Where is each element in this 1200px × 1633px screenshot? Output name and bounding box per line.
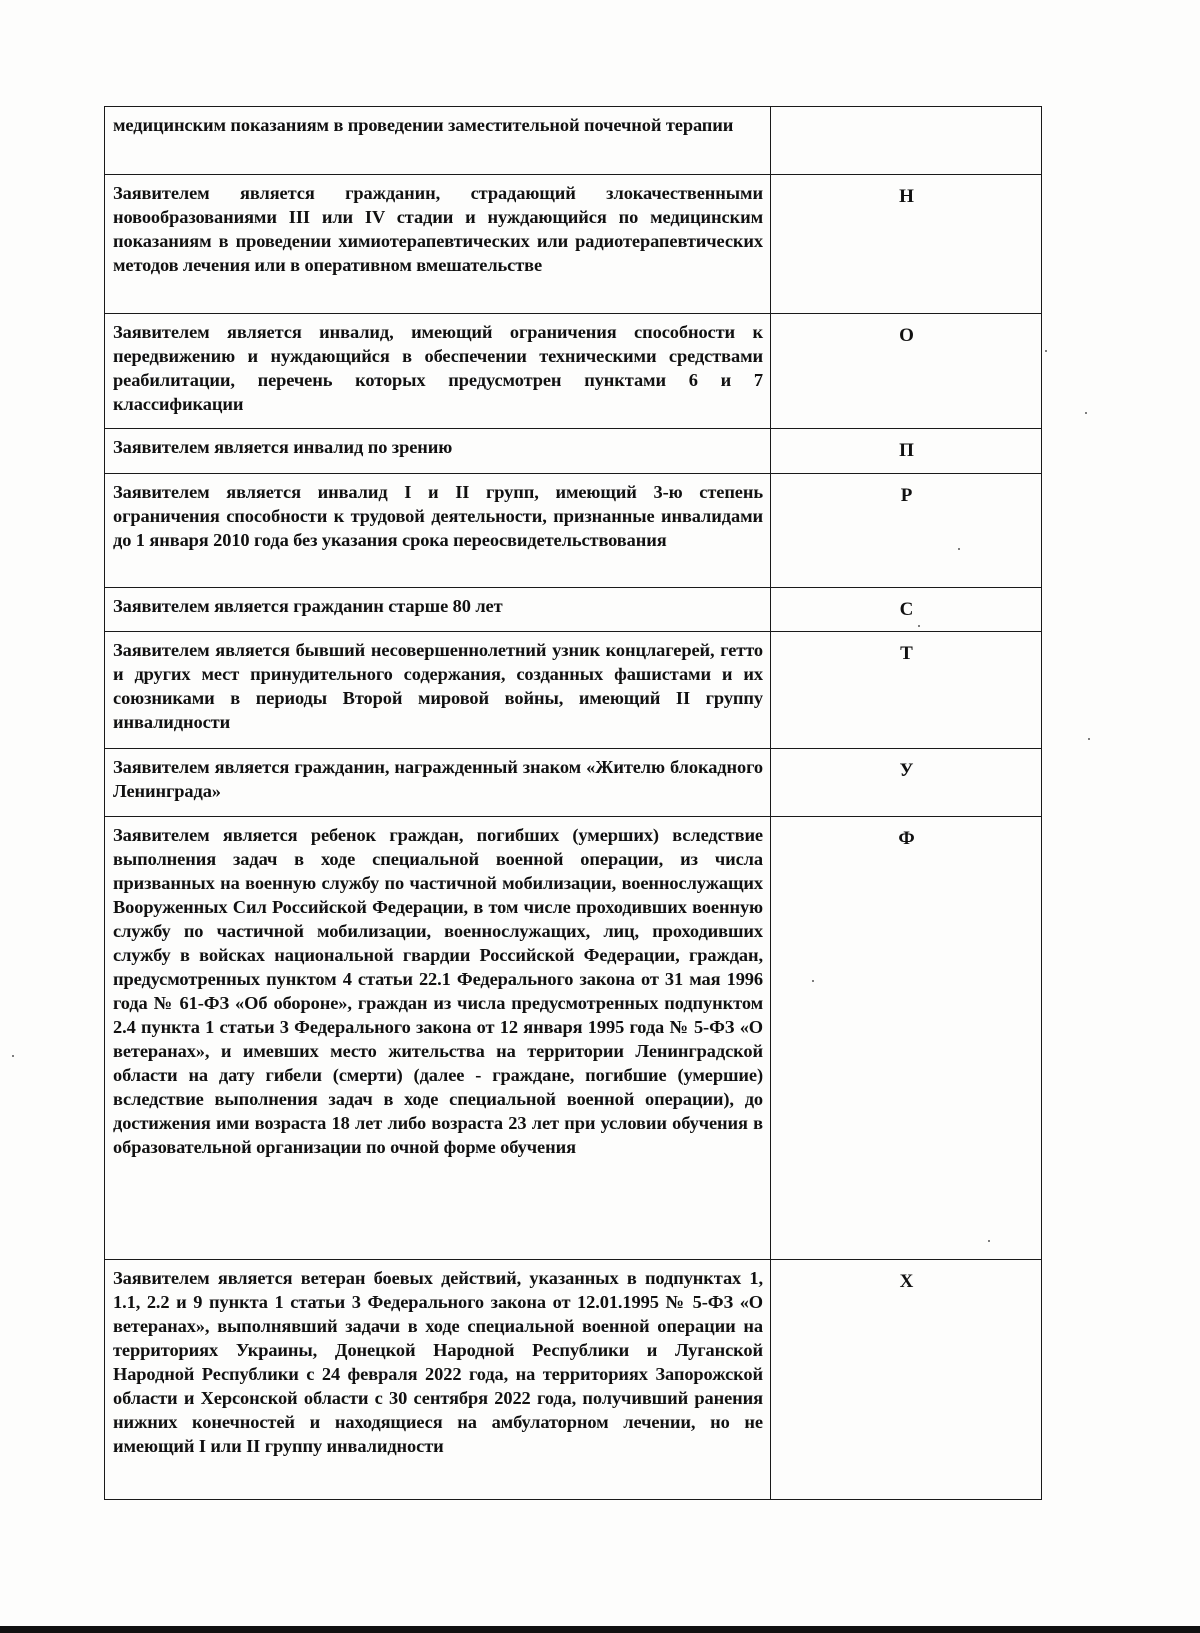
code-cell: У	[771, 749, 1042, 817]
code-cell: Н	[771, 175, 1042, 314]
condition-cell: Заявителем является инвалид по зрению	[105, 429, 771, 474]
scan-speck	[1045, 350, 1047, 352]
code-cell: П	[771, 429, 1042, 474]
condition-cell: Заявителем является гражданин старше 80 лет	[105, 588, 771, 632]
scan-speck	[1088, 738, 1090, 740]
table-row	[105, 474, 1042, 588]
condition-cell: Заявителем является гражданин, страдающий злокачественными новообразованиями III или IV стадии и нуждающийся по медицинским показаниям в проведении химиотерапевтических или радиотерапевтических методов лечения или в оперативном вмешательстве	[105, 175, 771, 314]
table-row	[105, 429, 1042, 474]
table-row	[105, 314, 1042, 429]
condition-cell: Заявителем является инвалид I и II групп, имеющий 3-ю степень ограничения способности к трудовой деятельности, признанные инвалидами до 1 января 2010 года без указания срока переосвидетельствования	[105, 474, 771, 588]
table-row	[105, 588, 1042, 632]
table-row	[105, 175, 1042, 314]
table-row	[105, 1260, 1042, 1500]
table-row	[105, 632, 1042, 749]
code-cell: Р	[771, 474, 1042, 588]
scan-speck	[1085, 412, 1087, 414]
condition-cell: Заявителем является инвалид, имеющий ограничения способности к передвижению и нуждающийся в обеспечении техническими средствами реабилитации, перечень которых предусмотрен пунктами 6 и 7 классификации	[105, 314, 771, 429]
scan-speck	[812, 980, 814, 982]
table-row	[105, 107, 1042, 175]
scan-speck	[12, 1055, 14, 1057]
scan-speck	[958, 548, 960, 550]
condition-cell: Заявителем является ребенок граждан, погибших (умерших) вследствие выполнения задач в ходе специальной военной операции, из числа призванных на военную службу по частичной мобилизации, военнослужащих Вооруженных Сил Российской Федерации, в том числе проходивших военную службу по частичной мобилизации, военнослужащих, лиц, проходивших службу в войсках национальной гвардии Российской Федерации, граждан, предусмотренных пунктом 4 статьи 22.1 Федерального закона от 31 мая 1996 года № 61-ФЗ «Об обороне», граждан из числа предусмотренных подпунктом 2.4 пункта 1 статьи 3 Федерального закона от 12 января 1995 года № 5-ФЗ «О ветеранах», и имевших место жительства на территории Ленинградской области на дату гибели (смерти) (далее - граждане, погибшие (умершие) вследствие выполнения задач в ходе специальной военной операции), до достижения ими возраста 18 лет либо возраста 23 лет при условии обучения в образовательной организации по очной форме обучения	[105, 817, 771, 1260]
condition-cell: медицинским показаниям в проведении заместительной почечной терапии	[105, 107, 771, 175]
code-cell: Х	[771, 1260, 1042, 1500]
code-cell: Т	[771, 632, 1042, 749]
code-cell: О	[771, 314, 1042, 429]
scan-speck	[918, 625, 920, 627]
code-cell: Ф	[771, 817, 1042, 1260]
criteria-table	[104, 106, 1042, 1500]
code-cell	[771, 107, 1042, 175]
condition-cell: Заявителем является бывший несовершеннолетний узник концлагерей, гетто и других мест принудительного содержания, созданных фашистами и их союзниками в периоды Второй мировой войны, имеющий II группу инвалидности	[105, 632, 771, 749]
condition-cell: Заявителем является гражданин, награжденный знаком «Жителю блокадного Ленинграда»	[105, 749, 771, 817]
condition-cell: Заявителем является ветеран боевых действий, указанных в подпунктах 1, 1.1, 2.2 и 9 пункта 1 статьи 3 Федерального закона от 12.01.1995 № 5-ФЗ «О ветеранах», выполнявший задачи в ходе специальной военной операции на территориях Украины, Донецкой Народной Республики и Луганской Народной Республики с 24 февраля 2022 года, на территориях Запорожской области и Херсонской области с 30 сентября 2022 года, получивший ранения нижних конечностей и находящиеся на амбулаторном лечении, но не имеющий I или II группу инвалидности	[105, 1260, 771, 1500]
table-row	[105, 749, 1042, 817]
scan-speck	[988, 1240, 990, 1242]
scan-edge-bar	[0, 1626, 1200, 1633]
table-row	[105, 817, 1042, 1260]
code-cell: С	[771, 588, 1042, 632]
